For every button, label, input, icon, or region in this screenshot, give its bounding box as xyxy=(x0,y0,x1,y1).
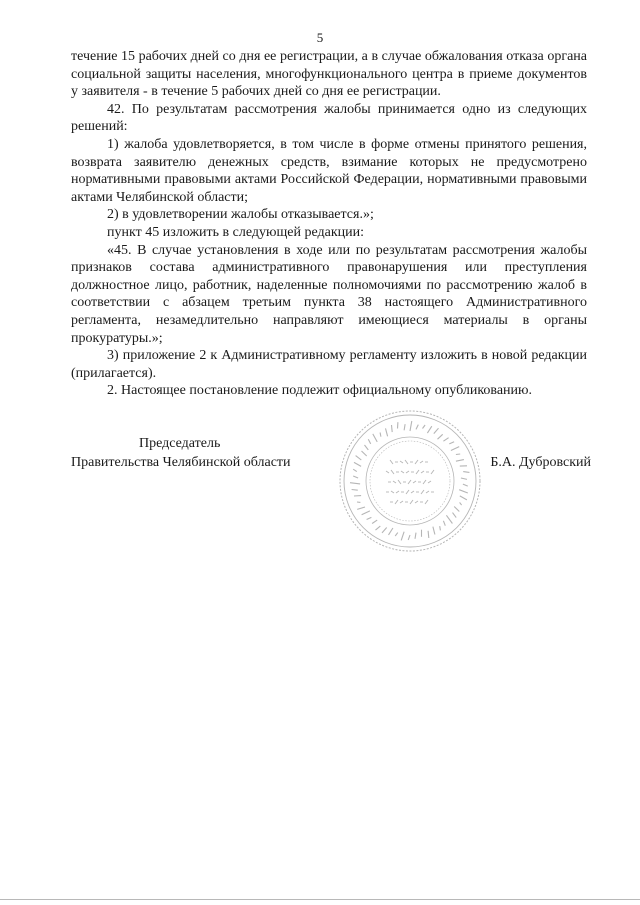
paragraph-continuation: течение 15 рабочих дней со дня ее регистрации, а в случае обжалования отказа органа социальной защиты населения, многофункционального центра в приеме документов у заявителя - в течение 5 рабочих дней со дня ее регистрации. xyxy=(71,49,587,100)
signatory-title-line1: Председатель xyxy=(139,436,221,451)
signature-block xyxy=(71,432,591,552)
paragraph-appendix-2: 3) приложение 2 к Административному регламенту изложить в новой редакции (прилагается). xyxy=(71,348,587,381)
paragraph-item-42: 42. По результатам рассмотрения жалобы принимается одно из следующих решений: xyxy=(71,101,587,135)
page-number: 5 xyxy=(316,30,324,45)
paragraph-point-45: «45. В случае установления в ходе или по результатам рассмотрения жалобы признаков состава административного правонарушения или преступления должностное лицо, работник, наделенные полномочиями по рассмотрению жалоб в соответствии с абзацем третьим пункта 38 настоящего Административного регламента, незамедлительно направляют имеющиеся материалы в органы прокуратуры.»; xyxy=(71,242,587,346)
page-bottom-rule xyxy=(0,899,640,900)
document-body xyxy=(71,48,587,400)
paragraph-decision-1: 1) жалоба удовлетворяется, в том числе в форме отмены принятого решения, возврата заявителю денежных средств, взимание которых не предусмотрено нормативными правовыми актами Российской Федерации, нормативными правовыми актами Челябинской области; xyxy=(71,136,587,205)
official-seal-stamp xyxy=(337,408,483,554)
paragraph-decision-2: 2) в удовлетворении жалобы отказывается.»; xyxy=(107,207,374,223)
signatory-title-line2: Правительства Челябинской области xyxy=(71,455,291,470)
paragraph-point-45-intro: пункт 45 изложить в следующей редакции: xyxy=(107,224,364,240)
paragraph-publication: 2. Настоящее постановление подлежит официальному опубликованию. xyxy=(107,383,532,399)
signatory-name: Б.А. Дубровский xyxy=(490,455,591,470)
